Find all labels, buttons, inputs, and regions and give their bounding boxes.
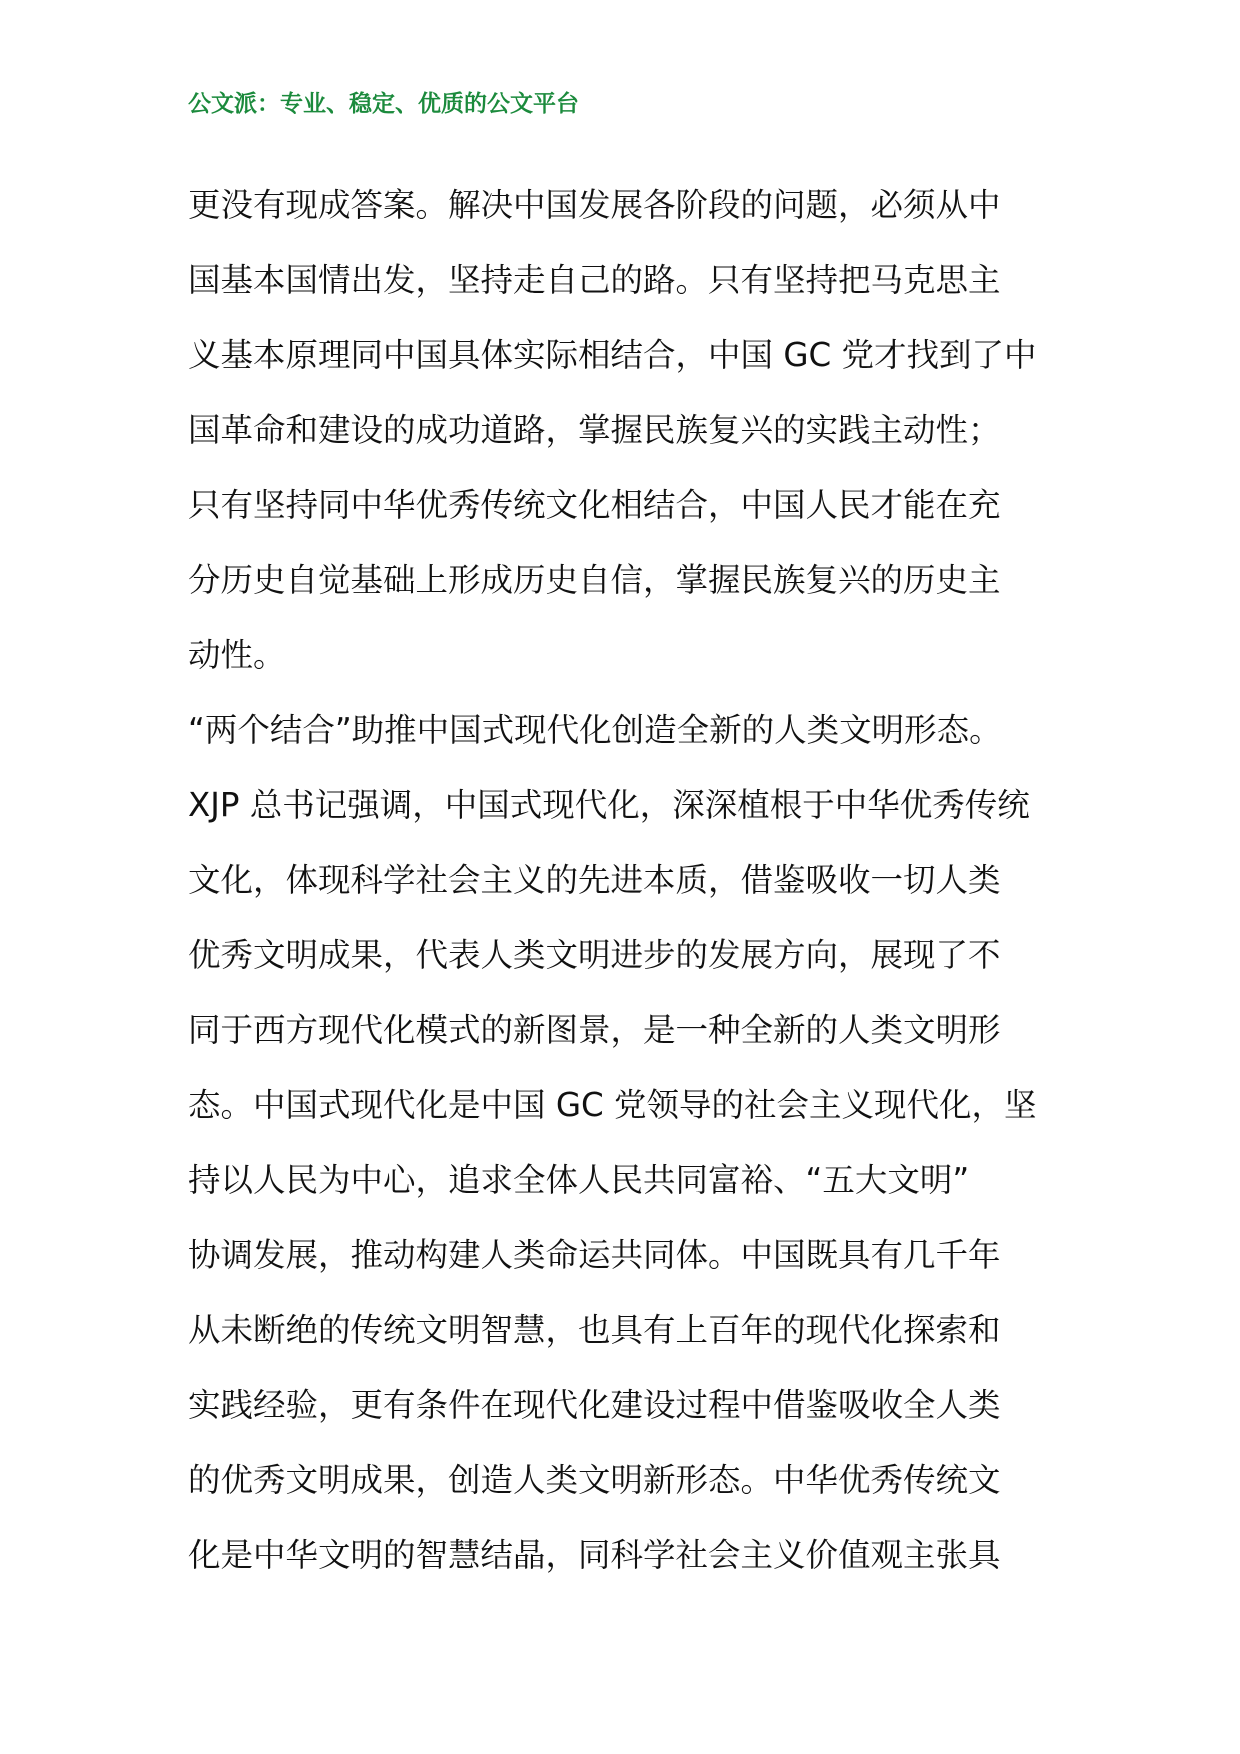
- text-line: 只有坚持同中华优秀传统文化相结合，中国人民才能在充: [188, 486, 1001, 524]
- text-line: 动性。: [188, 636, 286, 674]
- text-line: 的优秀文明成果，创造人类文明新形态。中华优秀传统文: [188, 1461, 1001, 1499]
- text-line: “两个结合”助推中国式现代化创造全新的人类文明形态。: [188, 711, 1002, 749]
- text-line: 化是中华文明的智慧结晶，同科学社会主义价值观主张具: [188, 1536, 1001, 1574]
- text-line: 更没有现成答案。解决中国发展各阶段的问题，必须从中: [188, 186, 1001, 224]
- page-header: 公文派：专业、稳定、优质的公文平台: [188, 90, 579, 117]
- text-line: 优秀文明成果，代表人类文明进步的发展方向，展现了不: [188, 936, 1001, 974]
- paragraph: [188, 168, 1068, 693]
- text-line: 国基本国情出发，坚持走自己的路。只有坚持把马克思主: [188, 261, 1001, 299]
- text-line: 同于西方现代化模式的新图景，是一种全新的人类文明形: [188, 1011, 1001, 1049]
- text-line: XJP 总书记强调，中国式现代化，深深植根于中华优秀传统: [188, 786, 1030, 824]
- text-line: 国革命和建设的成功道路，掌握民族复兴的实践主动性；: [188, 411, 1001, 449]
- text-line: 文化，体现科学社会主义的先进本质，借鉴吸收一切人类: [188, 861, 1001, 899]
- text-line: 从未断绝的传统文明智慧，也具有上百年的现代化探索和: [188, 1311, 1001, 1349]
- text-line: 实践经验，更有条件在现代化建设过程中借鉴吸收全人类: [188, 1386, 1001, 1424]
- paragraph: [188, 693, 1068, 1593]
- text-line: 态。中国式现代化是中国 GC 党领导的社会主义现代化，坚: [188, 1086, 1037, 1124]
- text-line: 义基本原理同中国具体实际相结合，中国 GC 党才找到了中: [188, 336, 1037, 374]
- text-line: 持以人民为中心，追求全体人民共同富裕、“五大文明”: [188, 1161, 970, 1199]
- document-body: [188, 168, 1068, 1593]
- text-line: 协调发展，推动构建人类命运共同体。中国既具有几千年: [188, 1236, 1001, 1274]
- text-line: 分历史自觉基础上形成历史自信，掌握民族复兴的历史主: [188, 561, 1001, 599]
